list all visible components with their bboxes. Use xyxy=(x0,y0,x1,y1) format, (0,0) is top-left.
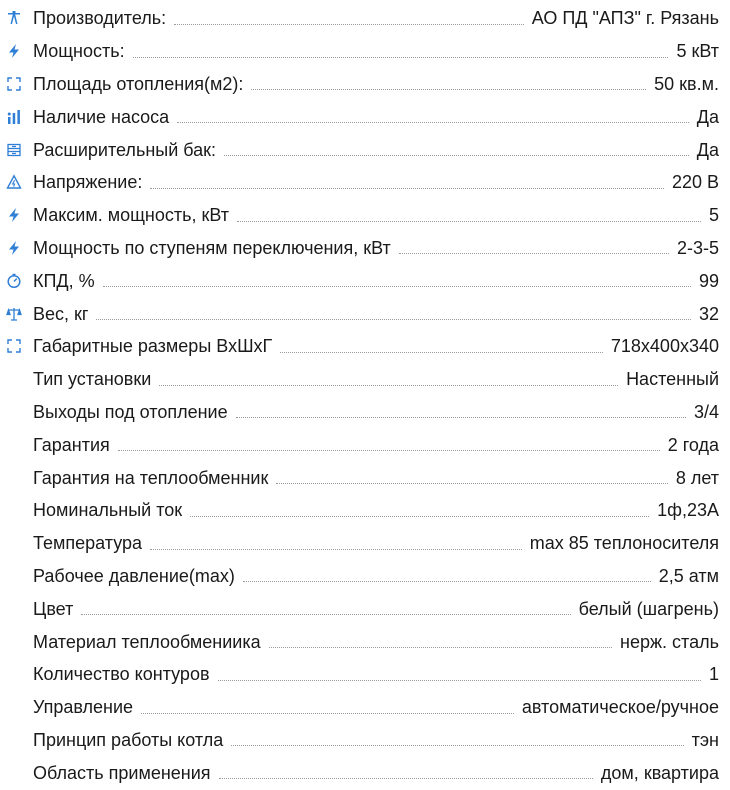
spec-value: 2 года xyxy=(667,434,719,455)
area-expand-icon xyxy=(6,76,22,92)
gauge-icon xyxy=(6,273,22,289)
leader-dots xyxy=(141,713,514,714)
leader-dots xyxy=(218,680,701,681)
spec-label: Принцип работы котла xyxy=(33,729,224,750)
spec-row-max-power xyxy=(0,199,730,232)
spec-value: Настенный xyxy=(626,369,719,390)
spec-value: 99 xyxy=(698,270,719,291)
spec-value: дом, квартира xyxy=(600,762,719,783)
spec-label: Температура xyxy=(33,533,143,554)
spec-row-pump xyxy=(0,100,730,133)
spec-label: Количество контуров xyxy=(33,664,210,685)
spec-row-rated-current xyxy=(0,494,730,527)
spec-label: Площадь отопления(м2): xyxy=(33,73,244,94)
leader-dots xyxy=(280,352,603,353)
leader-dots xyxy=(96,319,691,320)
spec-row-power xyxy=(0,35,730,68)
spec-label: Цвет xyxy=(33,598,74,619)
spec-value: 5 кВт xyxy=(676,41,719,62)
spec-row-warranty xyxy=(0,428,730,461)
leader-dots xyxy=(276,483,667,484)
spec-value: АО ПД "АПЗ" г. Рязань xyxy=(531,8,719,29)
leader-dots xyxy=(174,24,524,25)
leader-dots xyxy=(237,221,701,222)
leader-dots xyxy=(269,647,612,648)
spec-label: Вес, кг xyxy=(33,303,89,324)
leader-dots xyxy=(231,745,683,746)
spec-value: 2,5 атм xyxy=(658,565,719,586)
spec-row-efficiency xyxy=(0,264,730,297)
spec-row-heating-outlets xyxy=(0,396,730,429)
spec-row-circuits xyxy=(0,658,730,691)
leader-dots xyxy=(150,549,522,550)
spec-value: 32 xyxy=(698,303,719,324)
spec-value: 8 лет xyxy=(675,467,719,488)
spec-row-control xyxy=(0,691,730,724)
leader-dots xyxy=(251,89,646,90)
tank-icon xyxy=(6,142,22,158)
spec-row-install-type xyxy=(0,363,730,396)
spec-label: Гарантия xyxy=(33,434,110,455)
spec-label: Область применения xyxy=(33,762,211,783)
spec-value: Да xyxy=(696,139,719,160)
spec-label: Максим. мощность, кВт xyxy=(33,205,230,226)
spec-value: 3/4 xyxy=(693,401,719,422)
spec-value: 5 xyxy=(708,205,719,226)
spec-value: 2-3-5 xyxy=(676,237,719,258)
spec-row-exchanger-material xyxy=(0,625,730,658)
spec-row-power-steps xyxy=(0,232,730,265)
spec-row-dimensions xyxy=(0,330,730,363)
leader-dots xyxy=(219,778,593,779)
spec-value: max 85 теплоносителя xyxy=(529,533,719,554)
spec-value: 220 В xyxy=(671,172,719,193)
spec-label: Номинальный ток xyxy=(33,500,183,521)
manufacturer-icon xyxy=(6,10,22,26)
scales-icon xyxy=(6,306,22,322)
leader-dots xyxy=(133,57,669,58)
leader-dots xyxy=(81,614,570,615)
spec-label: Расширительный бак: xyxy=(33,139,217,160)
spec-label: КПД, % xyxy=(33,270,95,291)
spec-row-area xyxy=(0,68,730,101)
spec-value: 1ф,23А xyxy=(657,500,719,521)
spec-value: нерж. сталь xyxy=(620,631,719,652)
spec-row-temperature xyxy=(0,527,730,560)
spec-value: автоматическое/ручное xyxy=(521,697,719,718)
spec-label: Управление xyxy=(33,697,134,718)
spec-row-manufacturer xyxy=(0,2,730,35)
spec-label: Габаритные размеры ВхШхГ xyxy=(33,336,273,357)
spec-label: Наличие насоса xyxy=(33,106,170,127)
pump-icon xyxy=(6,109,22,125)
leader-dots xyxy=(190,516,649,517)
spec-row-voltage xyxy=(0,166,730,199)
spec-label: Мощность по ступеням переключения, кВт xyxy=(33,237,391,258)
leader-dots xyxy=(118,450,660,451)
spec-label: Выходы под отопление xyxy=(33,401,228,422)
leader-dots xyxy=(236,417,686,418)
spec-value: белый (шагрень) xyxy=(578,598,719,619)
spec-row-pressure xyxy=(0,560,730,593)
spec-value: тэн xyxy=(691,729,719,750)
leader-dots xyxy=(399,253,669,254)
spec-row-expansion-tank xyxy=(0,133,730,166)
spec-row-color xyxy=(0,592,730,625)
lightning-icon xyxy=(6,43,22,59)
spec-label: Тип установки xyxy=(33,369,152,390)
spec-value: 718x400x340 xyxy=(610,336,719,357)
spec-label: Материал теплообмениика xyxy=(33,631,261,652)
spec-value: 1 xyxy=(708,664,719,685)
dimensions-icon xyxy=(6,338,22,354)
spec-row-weight xyxy=(0,297,730,330)
spec-label: Производитель: xyxy=(33,8,167,29)
leader-dots xyxy=(243,581,651,582)
spec-label: Мощность: xyxy=(33,41,125,62)
spec-row-exchanger-warranty xyxy=(0,461,730,494)
spec-label: Напряжение: xyxy=(33,172,143,193)
leader-dots xyxy=(150,188,664,189)
spec-row-application xyxy=(0,756,730,789)
leader-dots xyxy=(224,155,689,156)
leader-dots xyxy=(177,122,689,123)
spec-label: Гарантия на теплообменник xyxy=(33,467,269,488)
spec-value: Да xyxy=(696,106,719,127)
spec-label: Рабочее давление(max) xyxy=(33,565,235,586)
leader-dots xyxy=(103,286,691,287)
spec-row-operating-principle xyxy=(0,724,730,757)
spec-value: 50 кв.м. xyxy=(654,73,719,94)
lightning-icon xyxy=(6,207,22,223)
lightning-icon xyxy=(6,240,22,256)
leader-dots xyxy=(159,385,618,386)
voltage-warning-icon xyxy=(6,174,22,190)
